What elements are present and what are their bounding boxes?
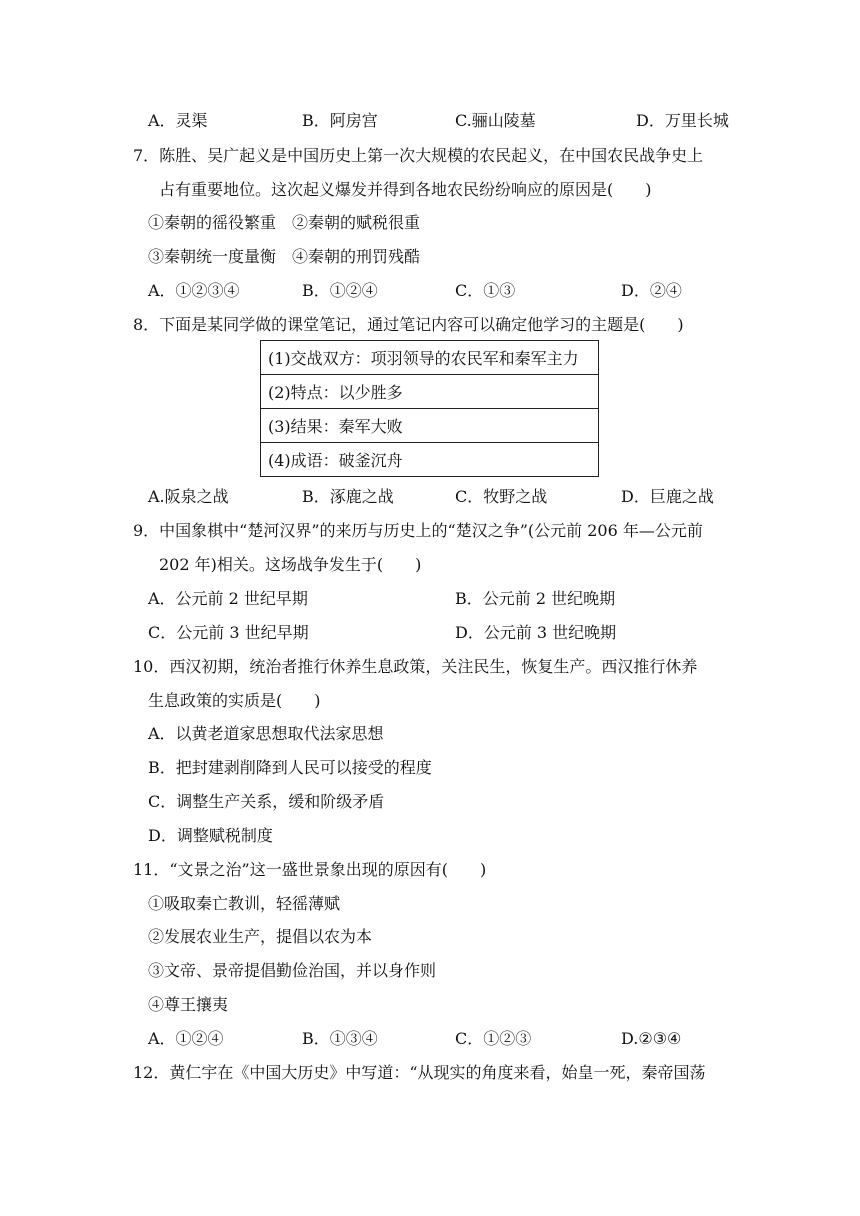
q11-statement-1: ①吸取秦亡教训，轻徭薄赋 (148, 894, 341, 913)
q11-statement-4: ④尊王攘夷 (148, 995, 229, 1014)
note-row-4: (4)成语：破釜沉舟 (261, 443, 599, 477)
q9-option-d: D．公元前 3 世纪晚期 (455, 623, 617, 642)
class-notes-table (260, 340, 599, 477)
q7-option-d: D．②④ (621, 281, 682, 300)
q11-option-a: A．①②④ (148, 1029, 224, 1048)
q10-option-b: B．把封建剥削降到人民可以接受的程度 (148, 758, 432, 777)
q9-stem-line-2: 202 年)相关。这场战争发生于( ) (159, 555, 422, 574)
q10-stem-line-2: 生息政策的实质是( ) (148, 691, 321, 710)
q10-stem-line-1: 10．西汉初期，统治者推行休养生息政策，关注民生，恢复生产。西汉推行休养 (133, 657, 698, 676)
q7-statements-2: ③秦朝统一度量衡 ④秦朝的刑罚残酷 (148, 247, 421, 266)
q7-option-a: A．①②③④ (148, 281, 240, 300)
q8-option-b: B．涿鹿之战 (302, 487, 394, 506)
q8-stem-line-1: 8．下面是某同学做的课堂笔记，通过笔记内容可以确定他学习的主题是( ) (133, 315, 684, 334)
q11-option-d: D.②③④ (621, 1029, 682, 1048)
q11-statement-2: ②发展农业生产，提倡以农为本 (148, 927, 373, 946)
q8-option-d: D．巨鹿之战 (621, 487, 714, 506)
q10-option-d: D．调整赋税制度 (148, 826, 273, 845)
q6-option-b: B．阿房宫 (302, 111, 378, 130)
q9-stem-line-1: 9．中国象棋中“楚河汉界”的来历与历史上的“楚汉之争”(公元前 206 年—公元前 (133, 521, 703, 540)
q11-option-c: C．①②③ (455, 1029, 532, 1048)
q7-stem-line-2: 占有重要地位。这次起义爆发并得到各地农民纷纷响应的原因是( ) (159, 180, 652, 199)
note-row-2: (2)特点：以少胜多 (261, 375, 599, 409)
q11-option-b: B．①③④ (302, 1029, 378, 1048)
q7-stem-line-1: 7．陈胜、吴广起义是中国历史上第一次大规模的农民起义，在中国农民战争史上 (133, 146, 704, 165)
q8-option-c: C．牧野之战 (455, 487, 548, 506)
note-row-3: (3)结果：秦军大败 (261, 409, 599, 443)
q8-option-a: A.阪泉之战 (148, 487, 229, 506)
q10-option-a: A．以黄老道家思想取代法家思想 (148, 724, 384, 743)
q12-stem-line-1: 12．黄仁宇在《中国大历史》中写道：“从现实的角度来看，始皇一死，秦帝国荡 (133, 1063, 706, 1082)
q6-option-c: C.骊山陵墓 (455, 111, 536, 130)
q7-option-b: B．①②④ (302, 281, 378, 300)
q11-statement-3: ③文帝、景帝提倡勤俭治国，并以身作则 (148, 961, 437, 980)
q6-option-d: D．万里长城 (636, 111, 729, 130)
note-row-1: (1)交战双方：项羽领导的农民军和秦军主力 (261, 341, 599, 375)
q9-option-a: A．公元前 2 世纪早期 (148, 589, 308, 608)
q9-option-c: C．公元前 3 世纪早期 (148, 623, 309, 642)
q6-option-a: A．灵渠 (148, 111, 208, 130)
q9-option-b: B．公元前 2 世纪晚期 (455, 589, 616, 608)
q7-statements-1: ①秦朝的徭役繁重 ②秦朝的赋税很重 (148, 213, 421, 232)
q11-stem-line-1: 11．“文景之治”这一盛世景象出现的原因有( ) (133, 860, 487, 879)
q7-option-c: C．①③ (455, 281, 516, 300)
q10-option-c: C．调整生产关系，缓和阶级矛盾 (148, 792, 385, 811)
